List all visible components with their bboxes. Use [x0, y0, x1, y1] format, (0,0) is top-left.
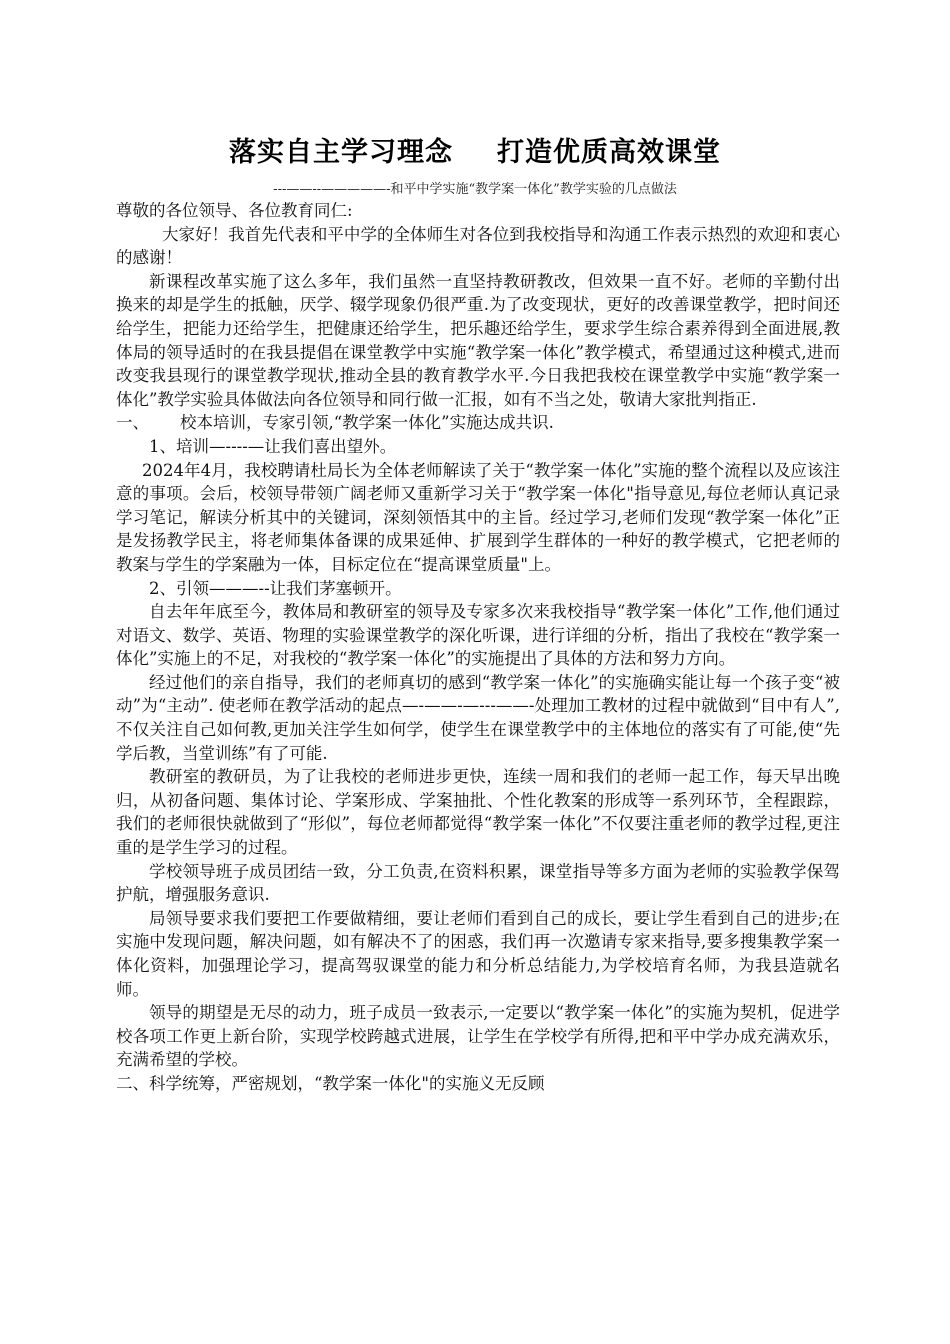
subheading-training: 1、培训—----—让我们喜出望外。 — [149, 436, 397, 456]
paragraph-researchers: 教研室的教研员，为了让我校的老师进步更快，连续一周和我们的老师一起工作，每天早出晚归，从初备问题、集体讨论、学案形成、学案抽批、个性化教案的形成等一系列环节，全程跟踪，我们的老师很快就做到了“形似”，每位老师都觉得“教学案一体化”不仅要注重老师的教学过程,更注重的是学生学习的过程。 — [116, 767, 840, 858]
title-part-1: 落实自主学习理念 — [229, 137, 453, 168]
subheading-guidance: 2、引领———--让我们茅塞顿开。 — [149, 578, 402, 598]
paragraph-experience: 经过他们的亲自指导，我们的老师真切的感到“教学案一体化”的实施确实能让每一个孩子变“被动”为“主动”. 使老师在教学活动的起点—-——-—---——-处理加工教材的过程中就做到“目中有人”,不仅关注自己如何教,更加关注学生如何学，使学生在课堂教学中的主体地位的落实有了可能,使“先学后教，当堂训练”有了可能. — [116, 672, 840, 763]
document-title — [0, 130, 950, 169]
paragraph-leadership: 学校领导班子成员团结一致，分工负责,在资料积累，课堂指导等多方面为老师的实验教学保驾护航，增强服务意识. — [116, 861, 840, 905]
paragraph-requirements: 局领导要求我们要把工作要做精细，要让老师们看到自己的成长，要让学生看到自己的进步;在实施中发现问题，解决问题，如有解决不了的困惑，我们再一次邀请专家来指导,要多搜集教学案一体化资料，加强理论学习，提高驾驭课堂的能力和分析总结能力,为学校培育名师，为我县造就名师。 — [116, 908, 840, 999]
title-part-2: 打造优质高效课堂 — [497, 137, 721, 168]
paragraph-intro: 新课程改革实施了这么多年，我们虽然一直坚持教研教改，但效果一直不好。老师的辛勤付出换来的却是学生的抵触，厌学、辍学现象仍很严重.为了改变现状，更好的改善课堂教学，把时间还给学生，把能力还给学生，把健康还给学生，把乐趣还给学生，要求学生综合素养得到全面进展,教体局的领导适时的在我县提倡在课堂教学中实施“教学案一体化”教学模式，希望通过这种模式,进而改变我县现行的课堂教学现状,推动全县的教育教学水平.今日我把我校在课堂教学中实施“教学案一体化”教学实验具体做法向各位领导和同行做一汇报，如有不当之处，敬请大家批判指正. — [116, 271, 840, 409]
paragraph-guidance: 自去年年底至今，教体局和教研室的领导及专家多次来我校指导“教学案一体化”工作,他们通过对语文、数学、英语、物理的实验课堂教学的深化听课，进行详细的分析，指出了我校在“教学案一体化”实施上的不足，对我校的“教学案一体化”的实施提出了具体的方法和努力方向。 — [116, 602, 840, 669]
document-subtitle: ---——--—————-和平中学实施“教学案一体化”教学实验的几点做法 — [273, 182, 677, 197]
section-heading-1 — [116, 411, 840, 435]
document-body — [116, 199, 840, 1096]
paragraph-training: 2024年4月，我校聘请杜局长为全体老师解读了关于“教学案一体化”实施的整个流程以及应该注意的事项。会后，校领导带领广阔老师又重新学习关于“教学案一体化"指导意见,每位老师认真记录学习笔记，解读分析其中的关键词，深刻领悟其中的主旨。经过学习,老师们发现“教学案一体化”正是发扬教学民主，将老师集体备课的成果延伸、扩展到学生群体的一种好的教学模式，它把老师的教案与学生的学案融为一体，目标定位在“提高课堂质量"上。 — [116, 460, 840, 574]
section-heading-text: 校本培训，专家引领,“教学案一体化”实施达成共识. — [180, 413, 554, 433]
paragraph-greeting: 大家好！我首先代表和平中学的全体师生对各位到我校指导和沟通工作表示热烈的欢迎和衷心的感谢！ — [116, 224, 840, 268]
salutation: 尊敬的各位领导、各位教育同仁: — [116, 201, 353, 220]
section-heading-2: 二、科学统筹，严密规划，“教学案一体化"的实施义无反顾 — [116, 1073, 545, 1093]
paragraph-expectation: 领导的期望是无尽的动力，班子成员一致表示,一定要以“教学案一体化”的实施为契机，促进学校各项工作更上新台阶，实现学校跨越式进展，让学生在学校学有所得,把和平中学办成充满欢乐，充满希望的学校。 — [116, 1003, 840, 1070]
section-number: 一、 — [116, 413, 149, 433]
